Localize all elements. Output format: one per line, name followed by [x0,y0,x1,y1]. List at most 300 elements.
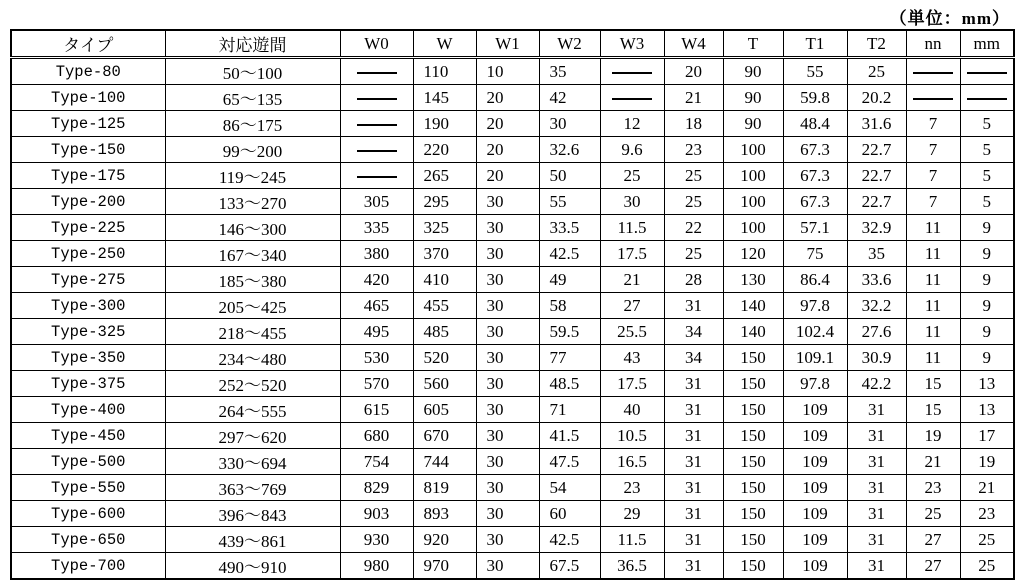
value-cell: 90 [723,58,783,85]
value-cell: 150 [723,397,783,423]
value-cell: 5 [960,111,1014,137]
value-cell: 10 [476,58,539,85]
value-cell: 75 [783,241,847,267]
type-cell: Type-400 [11,397,165,423]
range-cell: 65～135 [165,85,340,111]
value-cell: 220 [413,137,476,163]
dash-mark [357,176,397,178]
value-cell: 31 [664,475,723,501]
value-cell: 49 [539,267,600,293]
value-cell [906,58,960,85]
value-cell: 145 [413,85,476,111]
value-cell: 109 [783,501,847,527]
column-header: W4 [664,30,723,58]
column-header: W1 [476,30,539,58]
value-cell: 30 [476,527,539,553]
value-cell: 31.6 [847,111,906,137]
range-cell: 167～340 [165,241,340,267]
value-cell: 15 [906,371,960,397]
value-cell: 35 [847,241,906,267]
value-cell: 140 [723,293,783,319]
value-cell: 31 [664,371,723,397]
value-cell: 18 [664,111,723,137]
type-cell: Type-350 [11,345,165,371]
value-cell: 130 [723,267,783,293]
table-row [11,527,1014,553]
value-cell: 455 [413,293,476,319]
value-cell: 31 [847,527,906,553]
range-cell: 218～455 [165,319,340,345]
value-cell: 150 [723,527,783,553]
value-cell: 30 [476,215,539,241]
value-cell: 31 [847,553,906,580]
value-cell: 109 [783,527,847,553]
range-cell: 439～861 [165,527,340,553]
table-row [11,163,1014,189]
value-cell: 54 [539,475,600,501]
value-cell: 819 [413,475,476,501]
value-cell: 109 [783,423,847,449]
value-cell: 30 [476,189,539,215]
value-cell: 25 [664,241,723,267]
value-cell: 90 [723,85,783,111]
column-header: T [723,30,783,58]
value-cell [600,85,664,111]
value-cell: 13 [960,371,1014,397]
value-cell: 32.9 [847,215,906,241]
value-cell: 31 [847,501,906,527]
value-cell: 19 [960,449,1014,475]
value-cell: 9 [960,319,1014,345]
value-cell: 109 [783,475,847,501]
value-cell: 48.4 [783,111,847,137]
table-row [11,319,1014,345]
type-cell: Type-500 [11,449,165,475]
table-row [11,397,1014,423]
value-cell: 903 [340,501,413,527]
value-cell: 20 [476,163,539,189]
table-row [11,449,1014,475]
value-cell: 11 [906,267,960,293]
range-cell: 50～100 [165,58,340,85]
dash-mark [357,98,397,100]
value-cell [906,85,960,111]
table-row [11,293,1014,319]
value-cell: 370 [413,241,476,267]
dash-mark [612,72,652,74]
range-cell: 146～300 [165,215,340,241]
value-cell: 31 [847,397,906,423]
value-cell: 31 [664,397,723,423]
value-cell: 11 [906,345,960,371]
value-cell: 43 [600,345,664,371]
value-cell: 9 [960,345,1014,371]
value-cell: 34 [664,345,723,371]
value-cell: 22 [664,215,723,241]
value-cell: 265 [413,163,476,189]
type-cell: Type-225 [11,215,165,241]
column-header: mm [960,30,1014,58]
range-cell: 396～843 [165,501,340,527]
value-cell: 9 [960,293,1014,319]
table-row [11,553,1014,580]
value-cell: 22.7 [847,163,906,189]
header-row [11,30,1014,58]
value-cell: 20 [476,137,539,163]
value-cell [340,163,413,189]
value-cell [340,85,413,111]
column-header: W2 [539,30,600,58]
value-cell: 31 [847,475,906,501]
value-cell: 410 [413,267,476,293]
value-cell: 35 [539,58,600,85]
value-cell: 23 [600,475,664,501]
value-cell: 67.3 [783,137,847,163]
value-cell: 325 [413,215,476,241]
value-cell: 30 [476,423,539,449]
value-cell: 27.6 [847,319,906,345]
value-cell: 7 [906,137,960,163]
table-row [11,85,1014,111]
column-header: W [413,30,476,58]
value-cell: 520 [413,345,476,371]
value-cell: 31 [664,423,723,449]
value-cell: 67.3 [783,163,847,189]
value-cell: 100 [723,215,783,241]
value-cell: 97.8 [783,371,847,397]
value-cell: 31 [664,501,723,527]
value-cell: 11.5 [600,527,664,553]
value-cell: 920 [413,527,476,553]
value-cell: 21 [600,267,664,293]
value-cell: 55 [539,189,600,215]
type-cell: Type-450 [11,423,165,449]
value-cell: 893 [413,501,476,527]
dash-mark [357,124,397,126]
value-cell: 100 [723,163,783,189]
type-cell: Type-600 [11,501,165,527]
value-cell: 150 [723,449,783,475]
value-cell: 13 [960,397,1014,423]
value-cell: 150 [723,371,783,397]
type-cell: Type-200 [11,189,165,215]
value-cell: 47.5 [539,449,600,475]
table-row [11,215,1014,241]
value-cell: 21 [960,475,1014,501]
type-cell: Type-150 [11,137,165,163]
column-header: T1 [783,30,847,58]
value-cell: 31 [847,423,906,449]
value-cell: 67.5 [539,553,600,580]
value-cell: 20 [476,111,539,137]
dash-mark [913,98,953,100]
value-cell: 97.8 [783,293,847,319]
dash-mark [357,150,397,152]
value-cell: 485 [413,319,476,345]
table-header [11,30,1014,58]
value-cell: 102.4 [783,319,847,345]
value-cell: 150 [723,423,783,449]
value-cell: 19 [906,423,960,449]
type-cell: Type-325 [11,319,165,345]
range-cell: 86～175 [165,111,340,137]
value-cell: 17.5 [600,241,664,267]
value-cell [960,85,1014,111]
value-cell: 190 [413,111,476,137]
type-cell: Type-80 [11,58,165,85]
value-cell: 31 [847,449,906,475]
dash-mark [967,98,1007,100]
value-cell: 11 [906,319,960,345]
range-cell: 363～769 [165,475,340,501]
value-cell: 59.8 [783,85,847,111]
value-cell: 15 [906,397,960,423]
table-body [11,58,1014,580]
value-cell: 31 [664,449,723,475]
value-cell: 67.3 [783,189,847,215]
value-cell: 420 [340,267,413,293]
value-cell: 16.5 [600,449,664,475]
dimension-table [10,29,1015,580]
table-row [11,267,1014,293]
value-cell: 27 [906,553,960,580]
value-cell: 150 [723,475,783,501]
table-row [11,137,1014,163]
value-cell: 335 [340,215,413,241]
value-cell: 22.7 [847,189,906,215]
value-cell: 7 [906,189,960,215]
value-cell: 59.5 [539,319,600,345]
value-cell: 31 [664,553,723,580]
value-cell: 980 [340,553,413,580]
value-cell: 30 [600,189,664,215]
value-cell: 11 [906,215,960,241]
value-cell: 30 [476,475,539,501]
value-cell: 23 [906,475,960,501]
value-cell: 570 [340,371,413,397]
value-cell [340,137,413,163]
value-cell: 5 [960,137,1014,163]
value-cell: 27 [600,293,664,319]
value-cell: 30 [476,267,539,293]
table-row [11,111,1014,137]
value-cell: 530 [340,345,413,371]
value-cell: 109 [783,553,847,580]
value-cell: 30 [476,501,539,527]
range-cell: 99～200 [165,137,340,163]
type-cell: Type-125 [11,111,165,137]
value-cell: 41.5 [539,423,600,449]
column-header: 対応遊間 [165,30,340,58]
value-cell: 744 [413,449,476,475]
range-cell: 264～555 [165,397,340,423]
value-cell: 42 [539,85,600,111]
value-cell: 9 [960,241,1014,267]
value-cell: 31 [664,527,723,553]
range-cell: 330～694 [165,449,340,475]
column-header: W0 [340,30,413,58]
value-cell: 55 [783,58,847,85]
type-cell: Type-700 [11,553,165,580]
value-cell: 25 [960,553,1014,580]
value-cell: 20.2 [847,85,906,111]
value-cell: 30 [476,241,539,267]
value-cell: 7 [906,111,960,137]
type-cell: Type-175 [11,163,165,189]
value-cell [340,111,413,137]
table-row [11,475,1014,501]
value-cell: 109.1 [783,345,847,371]
value-cell: 25.5 [600,319,664,345]
value-cell: 110 [413,58,476,85]
value-cell: 25 [960,527,1014,553]
value-cell: 33.5 [539,215,600,241]
value-cell: 150 [723,345,783,371]
table-row [11,241,1014,267]
value-cell: 30 [476,553,539,580]
value-cell: 21 [906,449,960,475]
value-cell: 58 [539,293,600,319]
value-cell: 109 [783,397,847,423]
value-cell: 295 [413,189,476,215]
value-cell: 5 [960,163,1014,189]
value-cell: 29 [600,501,664,527]
value-cell: 33.6 [847,267,906,293]
range-cell: 119～245 [165,163,340,189]
range-cell: 234～480 [165,345,340,371]
value-cell: 100 [723,189,783,215]
value-cell: 10.5 [600,423,664,449]
value-cell: 109 [783,449,847,475]
value-cell: 100 [723,137,783,163]
value-cell: 495 [340,319,413,345]
value-cell: 42.5 [539,241,600,267]
value-cell: 90 [723,111,783,137]
value-cell: 34 [664,319,723,345]
value-cell: 40 [600,397,664,423]
value-cell: 305 [340,189,413,215]
value-cell: 25 [906,501,960,527]
dash-mark [913,72,953,74]
range-cell: 297～620 [165,423,340,449]
column-header: nn [906,30,960,58]
value-cell [960,58,1014,85]
value-cell: 754 [340,449,413,475]
unit-label: （単位：mm） [889,9,1010,28]
value-cell: 23 [664,137,723,163]
value-cell: 670 [413,423,476,449]
column-header: タイプ [11,30,165,58]
value-cell: 140 [723,319,783,345]
table-row [11,371,1014,397]
value-cell: 25 [600,163,664,189]
value-cell: 7 [906,163,960,189]
value-cell: 71 [539,397,600,423]
table-row [11,501,1014,527]
value-cell: 12 [600,111,664,137]
value-cell: 77 [539,345,600,371]
value-cell: 30 [476,371,539,397]
type-cell: Type-100 [11,85,165,111]
value-cell: 31 [664,293,723,319]
value-cell: 32.6 [539,137,600,163]
value-cell: 30 [476,397,539,423]
type-cell: Type-300 [11,293,165,319]
type-cell: Type-250 [11,241,165,267]
value-cell: 30 [476,319,539,345]
value-cell: 9 [960,267,1014,293]
value-cell: 86.4 [783,267,847,293]
range-cell: 205～425 [165,293,340,319]
value-cell: 970 [413,553,476,580]
value-cell: 30 [476,345,539,371]
value-cell: 22.7 [847,137,906,163]
dash-mark [967,72,1007,74]
range-cell: 133～270 [165,189,340,215]
value-cell: 48.5 [539,371,600,397]
value-cell: 829 [340,475,413,501]
value-cell: 380 [340,241,413,267]
value-cell: 20 [664,58,723,85]
column-header: T2 [847,30,906,58]
value-cell: 20 [476,85,539,111]
value-cell: 42.5 [539,527,600,553]
dash-mark [612,98,652,100]
value-cell: 560 [413,371,476,397]
value-cell: 30 [476,449,539,475]
type-cell: Type-275 [11,267,165,293]
value-cell: 25 [664,189,723,215]
value-cell: 42.2 [847,371,906,397]
value-cell: 11 [906,293,960,319]
value-cell: 465 [340,293,413,319]
value-cell: 30 [476,293,539,319]
value-cell: 60 [539,501,600,527]
value-cell: 57.1 [783,215,847,241]
value-cell: 28 [664,267,723,293]
type-cell: Type-375 [11,371,165,397]
column-header: W3 [600,30,664,58]
value-cell: 30 [539,111,600,137]
value-cell: 9.6 [600,137,664,163]
dash-mark [357,72,397,74]
value-cell: 605 [413,397,476,423]
type-cell: Type-550 [11,475,165,501]
table-row [11,345,1014,371]
value-cell: 36.5 [600,553,664,580]
value-cell: 150 [723,501,783,527]
value-cell: 9 [960,215,1014,241]
value-cell: 30.9 [847,345,906,371]
value-cell: 5 [960,189,1014,215]
value-cell: 25 [664,163,723,189]
value-cell: 21 [664,85,723,111]
value-cell: 11 [906,241,960,267]
value-cell: 23 [960,501,1014,527]
value-cell: 11.5 [600,215,664,241]
value-cell: 25 [847,58,906,85]
value-cell: 680 [340,423,413,449]
value-cell: 930 [340,527,413,553]
table-row [11,58,1014,85]
value-cell: 120 [723,241,783,267]
value-cell: 27 [906,527,960,553]
value-cell [600,58,664,85]
type-cell: Type-650 [11,527,165,553]
range-cell: 490～910 [165,553,340,580]
table-row [11,423,1014,449]
value-cell: 17.5 [600,371,664,397]
